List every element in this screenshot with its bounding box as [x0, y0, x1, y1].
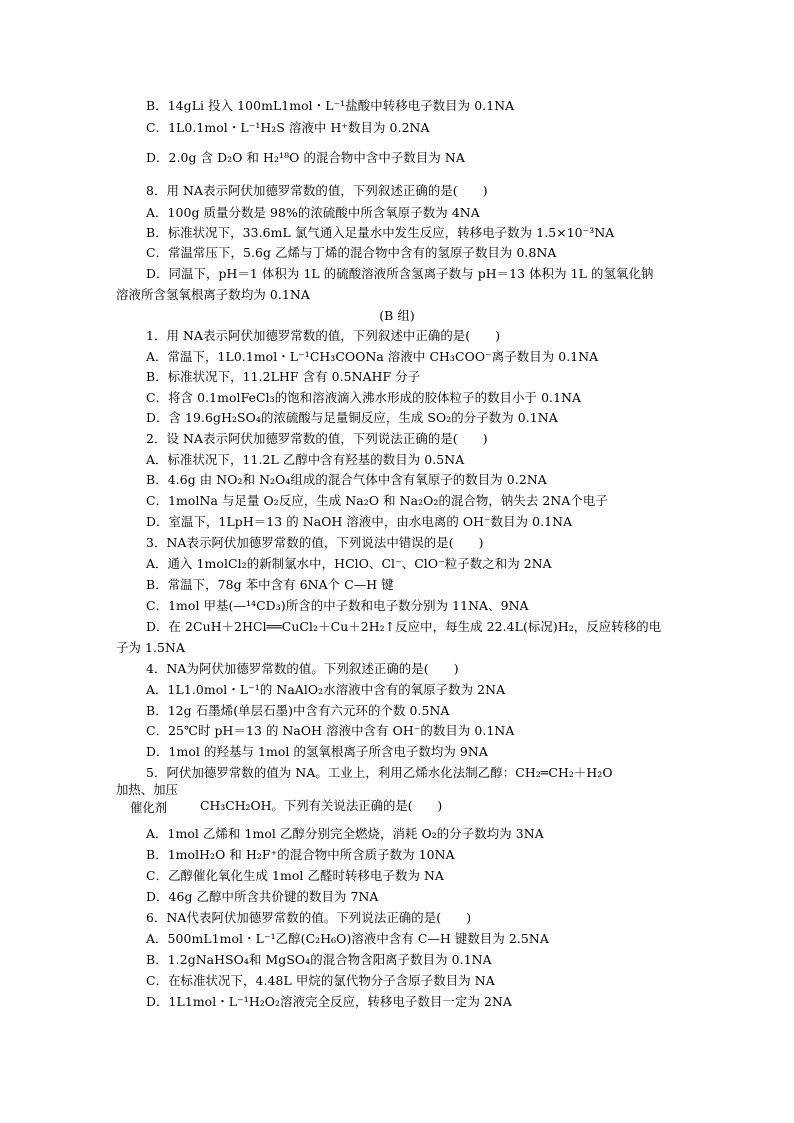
option-line: B．4.6g 由 NO₂和 N₂O₄组成的混合气体中含有氧原子的数目为 0.2NA — [146, 472, 547, 487]
question-stem: 4．NA为阿伏加德罗常数的值。下列叙述正确的是( ) — [146, 661, 459, 676]
option-line: C．1mol 甲基(—¹⁴CD₃)所含的中子数和电子数分别为 11NA、9NA — [146, 598, 529, 613]
option-line: B．标准状况下，11.2LHF 含有 0.5NAHF 分子 — [146, 369, 421, 384]
question-stem: 5．阿伏加德罗常数的值为 NA。工业上，利用乙烯水化法制乙醇：CH₂═CH₂＋H₂O — [146, 765, 613, 780]
option-line: A．标准状况下，11.2L 乙醇中含有羟基的数目为 0.5NA — [146, 452, 465, 467]
option-line: B．1molH₂O 和 H₂F⁺的混合物中所含质子数为 10NA — [146, 847, 455, 862]
question-stem: 1．用 NA表示阿伏加德罗常数的值，下列叙述中正确的是( ) — [146, 328, 501, 343]
option-line: A．100g 质量分数是 98%的浓硫酸中所含氧原子数为 4NA — [146, 205, 480, 220]
option-line: C．常温常压下，5.6g 乙烯与丁烯的混合物中含有的氢原子数目为 0.8NA — [146, 245, 557, 260]
question-stem: 2．设 NA表示阿伏加德罗常数的值，下列说法正确的是( ) — [146, 431, 488, 446]
option-line: C．将含 0.1molFeCl₃的饱和溶液滴入沸水形成的胶体粒子的数目小于 0.1NA — [146, 390, 582, 405]
question-stem-continued: CH₃CH₂OH。下列有关说法正确的是( ) — [200, 798, 443, 813]
option-line: D．含 19.6gH₂SO₄的浓硫酸与足量铜反应，生成 SO₂的分子数为 0.1NA — [146, 410, 558, 425]
option-line: B．14gLi 投入 100mL1mol・L⁻¹盐酸中转移电子数目为 0.1NA — [146, 98, 515, 113]
question-stem: 3．NA表示阿伏加德罗常数的值，下列说法中错误的是( ) — [146, 535, 484, 550]
option-line: C．25℃时 pH＝13 的 NaOH 溶液中含有 OH⁻的数目为 0.1NA — [146, 723, 515, 738]
option-line: B．12g 石墨烯(单层石墨)中含有六元环的个数 0.5NA — [146, 703, 450, 718]
option-line: A．常温下，1L0.1mol・L⁻¹CH₃COONa 溶液中 CH₃COO⁻离子数目为 0.1NA — [146, 349, 599, 364]
option-line: C．1L0.1mol・L⁻¹H₂S 溶液中 H⁺数目为 0.2NA — [146, 120, 430, 135]
option-line: A．1L1.0mol・L⁻¹的 NaAlO₂水溶液中含有的氧原子数为 2NA — [146, 682, 506, 697]
option-line: D．46g 乙醇中所含共价键的数目为 7NA — [146, 889, 379, 904]
reaction-condition-bottom: 催化剂 — [130, 800, 168, 815]
option-line: A．通入 1molCl₂的新制氯水中，HClO、Cl⁻、ClO⁻粒子数之和为 2NA — [146, 556, 552, 571]
option-line: D．1L1mol・L⁻¹H₂O₂溶液完全反应，转移电子数目一定为 2NA — [146, 994, 512, 1009]
option-line: A．500mL1mol・L⁻¹乙醇(C₂H₆O)溶液中含有 C—H 键数目为 2.5NA — [146, 931, 549, 946]
option-line: C．乙醇催化氧化生成 1mol 乙醛时转移电子数为 NA — [146, 868, 444, 883]
option-line: D．在 2CuH＋2HCl══CuCl₂＋Cu＋2H₂↑反应中，每生成 22.4L(标况)H₂，反应转移的电 — [146, 619, 662, 634]
option-line: D．2.0g 含 D₂O 和 H₂¹⁸O 的混合物中含中子数目为 NA — [146, 150, 465, 165]
section-heading: (B 组) — [379, 308, 415, 323]
question-stem: 6．NA代表阿伏加德罗常数的值。下列说法正确的是( ) — [146, 910, 472, 925]
option-line: C．1molNa 与足量 O₂反应，生成 Na₂O 和 Na₂O₂的混合物，钠失去 2NA个电子 — [146, 493, 608, 508]
option-line: B．1.2gNaHSO₄和 MgSO₄的混合物含阳离子数目为 0.1NA — [146, 952, 492, 967]
option-line: D．同温下，pH＝1 体积为 1L 的硫酸溶液所含氢离子数与 pH＝13 体积为 1L 的氢氧化钠 — [146, 266, 654, 281]
reaction-condition-top: 加热、加压 — [116, 782, 178, 797]
option-line: D．室温下，1LpH＝13 的 NaOH 溶液中，由水电离的 OH⁻数目为 0.1NA — [146, 514, 573, 529]
option-line: B．常温下，78g 苯中含有 6NA个 C—H 键 — [146, 577, 394, 592]
option-line: A．1mol 乙烯和 1mol 乙醇分别完全燃烧，消耗 O₂的分子数均为 3NA — [146, 826, 544, 841]
option-line: C．在标准状况下，4.48L 甲烷的氯代物分子含原子数目为 NA — [146, 973, 495, 988]
option-line: B．标准状况下，33.6mL 氯气通入足量水中发生反应，转移电子数为 1.5×10⁻³NA — [146, 225, 615, 240]
option-line-continued: 子为 1.5NA — [116, 640, 186, 655]
option-line: D．1mol 的羟基与 1mol 的氢氧根离子所含电子数均为 9NA — [146, 744, 488, 759]
question-stem: 8．用 NA表示阿伏加德罗常数的值，下列叙述正确的是( ) — [146, 183, 488, 198]
option-line-continued: 溶液所含氢氧根离子数均为 0.1NA — [116, 287, 310, 302]
